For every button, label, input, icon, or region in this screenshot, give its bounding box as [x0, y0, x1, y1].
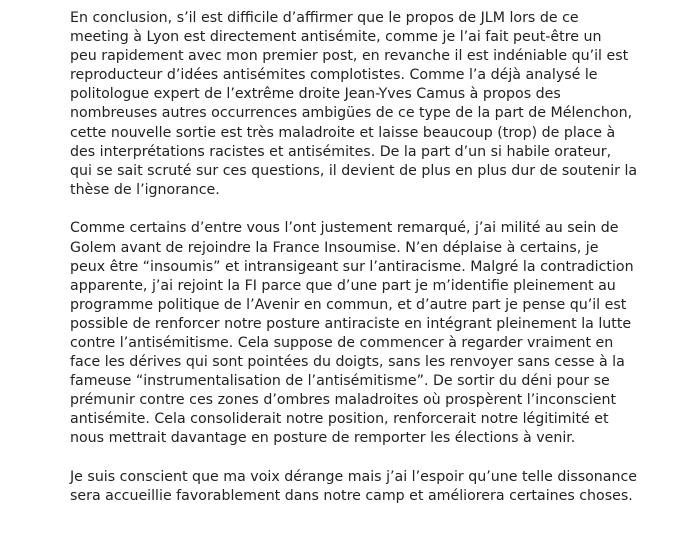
- text-line: programme politique de l’Avenir en commun, et d’autre part je pense qu’il est: [70, 296, 627, 313]
- text-line: face les dérives qui sont pointées du doigts, sans les renvoyer sans cesse à la: [70, 354, 625, 371]
- text-line: prémunir contre ces zones d’ombres maladroites où prospèrent l’inconscient: [70, 392, 617, 409]
- text-line: qui se sait scruté sur ces questions, il devient de plus en plus dur de soutenir la: [70, 162, 638, 179]
- paragraph-golem: [70, 219, 634, 448]
- text-line: antisémite. Cela consoliderait notre position, renforcerait notre légitimité et: [70, 411, 609, 428]
- text-line: politologue expert de l’extrême droite Jean-Yves Camus à propos des: [70, 86, 561, 103]
- text-line: En conclusion, s’il est difficile d’affirmer que le propos de JLM lors de ce: [70, 10, 579, 26]
- text-line: peu rapidement avec mon premier post, en revanche il est indéniable qu’il est: [70, 48, 629, 65]
- text-line: reproducteur d’idées antisémites complotistes. Comme l’a déjà analysé le: [70, 67, 598, 84]
- text-line: Comme certains d’entre vous l’ont justement remarqué, j’ai milité au sein de: [70, 220, 619, 237]
- text-line: thèse de l’ignorance.: [70, 181, 220, 198]
- text-line: apparente, j’ai rejoint la FI parce que d’une part je m’identifie pleinement au: [70, 277, 616, 294]
- text-line: meeting à Lyon est directement antisémite, comme je l’ai fait peut-être un: [70, 29, 602, 46]
- paragraph-conclusion: [70, 9, 638, 200]
- text-line: peux être “insoumis” et intransigeant sur l’antiracisme. Malgré la contradiction: [70, 258, 634, 275]
- text-line: Golem avant de rejoindre la France Insoumise. N’en déplaise à certains, je: [70, 239, 599, 256]
- paragraph-closing: [70, 468, 637, 506]
- text-line: cette nouvelle sortie est très maladroite et laisse beaucoup (trop) de place à: [70, 124, 616, 141]
- document-body: [70, 9, 638, 506]
- paragraph-spacer: [70, 200, 630, 220]
- text-line: des interprétations racistes et antisémites. De la part d’un si habile orateur,: [70, 143, 612, 160]
- text-line: fameuse “instrumentalisation de l’antisémitisme”. De sortir du déni pour se: [70, 373, 610, 390]
- text-line: possible de renforcer notre posture antiraciste en intégrant pleinement la lutte: [70, 315, 632, 332]
- text-line: nous mettrait davantage en posture de remporter les élections à venir.: [70, 430, 576, 447]
- text-line: nombreuses autres occurrences ambigües de ce type de la part de Mélenchon,: [70, 105, 633, 122]
- paragraph-spacer: [70, 449, 630, 469]
- text-line: sera accueillie favorablement dans notre camp et améliorera certaines choses.: [70, 488, 633, 505]
- text-line: contre l’antisémitisme. Cela suppose de commencer à regarder vraiment en: [70, 335, 614, 351]
- text-line: Je suis conscient que ma voix dérange mais j’ai l’espoir qu’une telle dissonance: [70, 469, 637, 486]
